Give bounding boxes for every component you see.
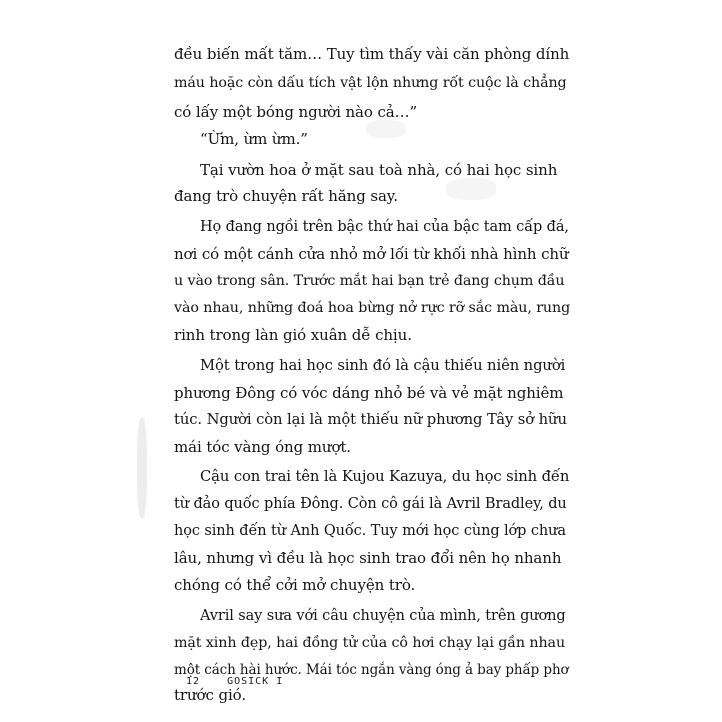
text-line: mặt xinh đẹp, hai đồng tử của cô hơi chạy lại gần nhau bbox=[174, 635, 566, 651]
text-line: Họ đang ngồi trên bậc thứ hai của bậc tam cấp đá, bbox=[200, 219, 569, 235]
text-line: lâu, nhưng vì đều là học sinh trao đổi nên họ nhanh bbox=[174, 549, 562, 567]
text-line: từ đảo quốc phía Đông. Còn cô gái là Avril Bradley, du bbox=[174, 496, 567, 512]
text-line: Tại vườn hoa ở mặt sau toà nhà, có hai học sinh bbox=[200, 161, 558, 179]
text-line: trước gió. bbox=[174, 686, 246, 704]
text-line: túc. Người còn lại là một thiếu nữ phương Tây sở hữu bbox=[174, 411, 567, 428]
text-line: rinh trong làn gió xuân dễ chịu. bbox=[174, 326, 412, 344]
running-title: GOSICK I bbox=[227, 676, 284, 687]
text-line: đều biến mất tăm… Tuy tìm thấy vài căn phòng dính bbox=[174, 45, 570, 63]
text-line: một cách hài hước. Mái tóc ngắn vàng óng ả bay phấp phơ bbox=[174, 662, 569, 678]
page-number: 12 bbox=[186, 676, 201, 687]
text-line: máu hoặc còn dấu tích vật lộn nhưng rốt cuộc là chẳng bbox=[174, 75, 567, 91]
scan-smudge bbox=[137, 418, 147, 518]
scan-smudge bbox=[446, 178, 496, 200]
text-line: mái tóc vàng óng mượt. bbox=[174, 438, 351, 456]
text-line: có lấy một bóng người nào cả…” bbox=[174, 103, 418, 121]
text-line: đang trò chuyện rất hăng say. bbox=[174, 187, 398, 205]
text-line: u vào trong sân. Trước mắt hai bạn trẻ đang chụm đầu bbox=[174, 273, 565, 289]
text-line: chóng có thể cởi mở chuyện trò. bbox=[174, 576, 416, 594]
text-line: Cậu con trai tên là Kujou Kazuya, du học sinh đến bbox=[200, 468, 570, 485]
text-line: Một trong hai học sinh đó là cậu thiếu niên người bbox=[200, 357, 566, 374]
text-line: “Ừm, ừm ừm.” bbox=[200, 130, 308, 148]
text-line: phương Đông có vóc dáng nhỏ bé và vẻ mặt nghiêm bbox=[174, 384, 564, 402]
text-line: nơi có một cánh cửa nhỏ mở lối từ khối nhà hình chữ bbox=[174, 245, 569, 263]
scan-smudge bbox=[366, 120, 406, 138]
page-footer bbox=[186, 676, 283, 687]
text-line: học sinh đến từ Anh Quốc. Tuy mới học cùng lớp chưa bbox=[174, 523, 566, 539]
text-line: Avril say sưa với câu chuyện của mình, trên gương bbox=[200, 608, 566, 624]
text-line: vào nhau, những đoá hoa bừng nở rực rỡ sắc màu, rung bbox=[174, 300, 571, 316]
